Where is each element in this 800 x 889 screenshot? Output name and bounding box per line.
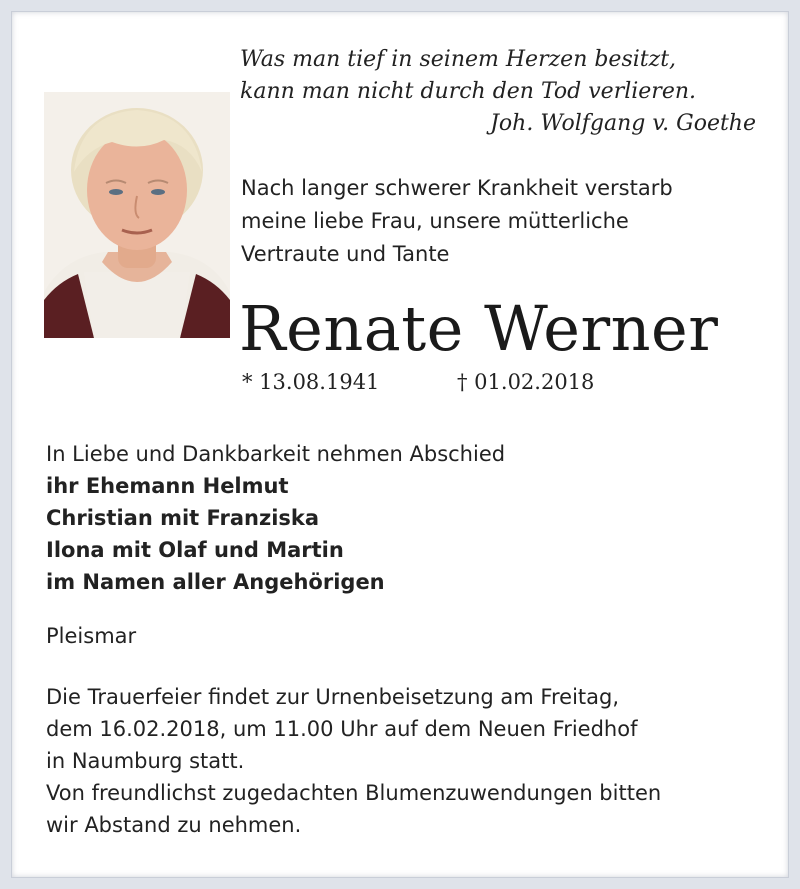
mourners-intro: In Liebe und Dankbarkeit nehmen Abschied — [46, 442, 506, 466]
service-info — [46, 681, 766, 841]
mourners-block — [46, 438, 746, 598]
intro-line-2: meine liebe Frau, unsere mütterliche — [241, 209, 629, 233]
intro-line-1: Nach langer schwerer Krankheit verstarb — [241, 176, 673, 200]
place-name: Pleismar — [46, 624, 137, 648]
mourner-name: ihr Ehemann Helmut — [46, 474, 289, 498]
quote-line-2: kann man nicht durch den Tod verlieren. — [240, 79, 697, 104]
service-line: dem 16.02.2018, um 11.00 Uhr auf dem Neuen Friedhof — [46, 717, 638, 741]
goethe-quote — [240, 44, 760, 140]
mourner-name: im Namen aller Angehörigen — [46, 570, 385, 594]
service-line: in Naumburg statt. — [46, 749, 245, 773]
mourner-name: Ilona mit Olaf und Martin — [46, 538, 344, 562]
birth-date: * 13.08.1941 — [242, 370, 380, 394]
deceased-name: Renate Werner — [239, 292, 719, 365]
service-line: Von freundlichst zugedachten Blumenzuwendungen bitten — [46, 781, 662, 805]
quote-line-1: Was man tief in seinem Herzen besitzt, — [240, 47, 677, 72]
mourner-name: Christian mit Franziska — [46, 506, 320, 530]
intro-text — [241, 172, 761, 271]
portrait-photo — [44, 92, 230, 338]
intro-line-3: Vertraute und Tante — [241, 242, 450, 266]
death-date: † 01.02.2018 — [457, 370, 595, 394]
portrait-icon — [44, 92, 230, 338]
life-dates — [242, 370, 595, 394]
service-line: wir Abstand zu nehmen. — [46, 813, 302, 837]
quote-author: Joh. Wolfgang v. Goethe — [490, 111, 756, 136]
service-line: Die Trauerfeier findet zur Urnenbeisetzung am Freitag, — [46, 685, 620, 709]
